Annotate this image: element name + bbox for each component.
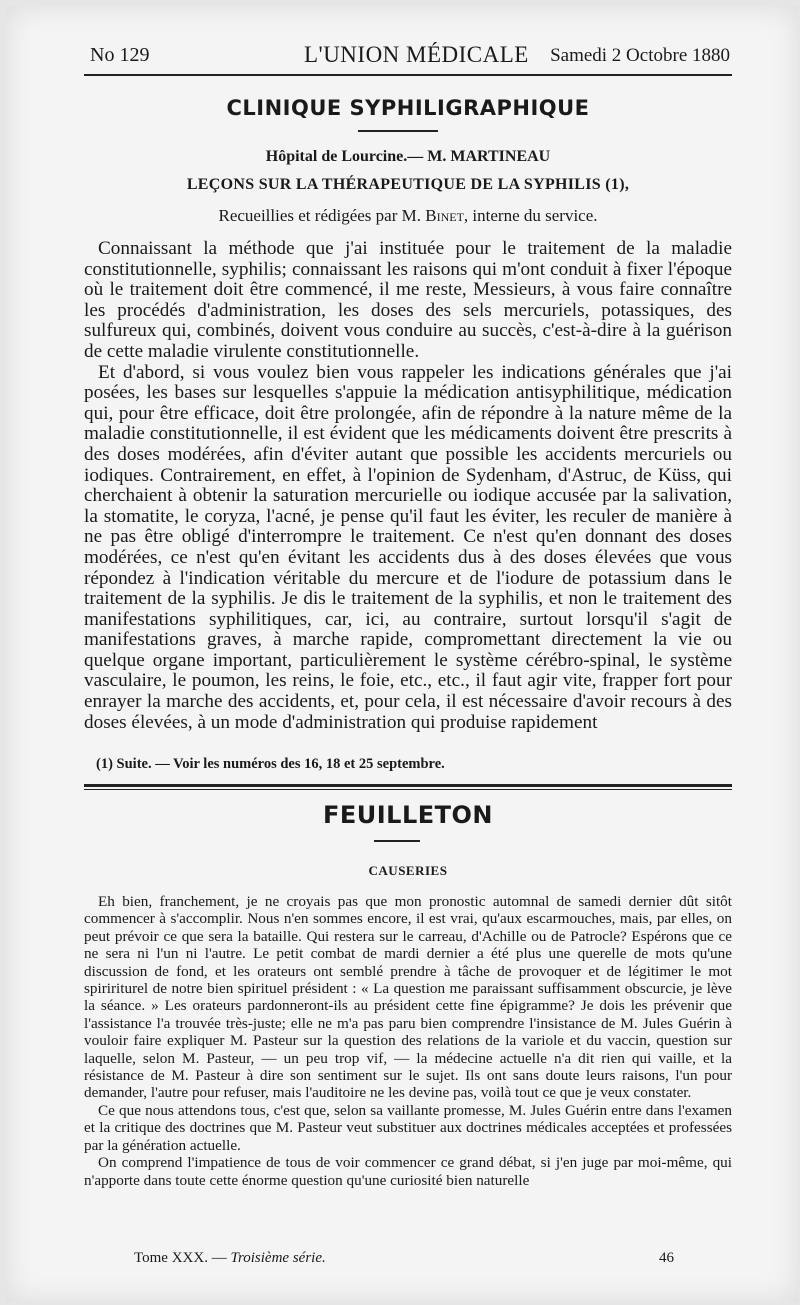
page-header xyxy=(90,42,730,70)
article-paragraph: Et d'abord, si vous voulez bien vous rappeler les indications générales que j'ai posées, les bases sur lesquelles s'appuie la médication antisyphilitique, médication qui, pour être efficace, doit être prolongée, afin de répondre à la nature même de la maladie constitutionnelle, il est évident que les médicaments doivent être prescrits à des doses modérées, afin d'éviter autant que possible les accidents mercuriels ou iodiques. Contrairement, en effet, à l'opinion de Sydenham, d'Astruc, de Küss, qui cherchaient à obtenir la saturation mercurielle ou iodique accusée par la salivation, la stomatite, le coryza, l'acné, je pense qu'il faut les éviter, les reculer de manière à ne pas être obligé d'interrompre le traitement. Ce n'est qu'en donnant des doses modérées, ce n'est qu'en évitant les accidents dus à des doses élevées que vous répondez à l'indication véritable du mercure et de l'iodure de potassium dans le traitement de la syphilis. Je dis le traitement de la syphilis, et non le traitement des manifestations syphilitiques, car, ici, au contraire, surtout lorsqu'il s'agit de manifestations graves, à marche rapide, compromettant directement la vie ou quelque organe important, particulièrement le système cérébro-spinal, le système vasculaire, le poumon, les reins, le foie, etc., etc., il faut agir vite, frapper fort pour enrayer la marche des accidents, et, pour cela, il est nécessaire d'avoir recours à des doses élevées, à un mode d'administration qui produise rapidement xyxy=(84,361,732,733)
feuilleton-title: FEUILLETON xyxy=(322,801,494,829)
issue-number: No 129 xyxy=(90,44,150,66)
credit-line xyxy=(84,206,732,226)
feuilleton-body xyxy=(84,893,732,1189)
credit-prefix: Recueillies et rédigées par M. xyxy=(218,206,426,225)
feuilleton-divider xyxy=(374,840,420,842)
page-number: 46 xyxy=(659,1250,674,1266)
hospital-line: Hôpital de Lourcine.— M. MARTINEAU xyxy=(265,148,551,165)
feuilleton-paragraph: On comprend l'impatience de tous de voir commencer ce grand débat, si j'en juge par moi-même, qui n'apporte dans toute cette énorme question qu'une curiosité bien naturelle xyxy=(84,1154,732,1189)
header-rule xyxy=(84,74,732,76)
lecture-title: LEÇONS SUR LA THÉRAPEUTIQUE DE LA SYPHILIS (1), xyxy=(186,176,630,193)
tome-line xyxy=(134,1250,326,1267)
article-body xyxy=(84,239,732,733)
feuilleton-paragraph: Eh bien, franchement, je ne croyais pas que mon pronostic automnal de samedi dernier dût sitôt commencer à s'accomplir. Nous n'en sommes encore, il est vrai, qu'aux escarmouches, mais, par elles, on peut prévoir ce que sera la bataille. Qui restera sur le carreau, d'Achille ou de Patrocle? Espérons que ce ne sera ni l'un ni l'autre. Le petit combat de mardi dernier a été plus une querelle de mots qu'une discussion de fond, et les orateurs ont semblé prendre à tâche de provoquer et de légitimer le mot spiririturel de notre bien spirituel président : « La question me paraissant suffisamment obscurcie, je lève la séance. » Les orateurs pardonneront-ils au président cette fine épigramme? Je dois les prévenir que l'assistance l'a trouvée très-juste; elle ne m'a pas paru bien comprendre l'insistance de M. Jules Guérin à vouloir faire expliquer M. Pasteur sur la question des relations de la variole et du vaccin, question sur laquelle, selon M. Pasteur, — un peu trop vif, — la médecine actuelle n'a dit rien qui vaille, et la résistance de M. Pasteur à dire son sentiment sur le sujet. Ils ont sans doute leurs raisons, l'un pour demander, l'autre pour refuser, mais l'auditoire ne les devine pas, voilà tout ce que je veux constater. xyxy=(84,893,732,1102)
credit-name: Binet xyxy=(425,206,464,225)
article-paragraph: Connaissant la méthode que j'ai instituée pour le traitement de la maladie constitutionnelle, syphilis; connaissant les raisons qui m'ont conduit à fixer l'époque où le traitement doit être commencé, il me reste, Messieurs, à vous faire connaître les procédés d'administration, les doses des sels mercuriels, potassiques, des sulfureux qui, combinés, doivent vous conduire au succès, c'est-à-dire à la guérison de cette maladie virulente constitutionnelle. xyxy=(84,238,732,362)
feuilleton-subtitle: CAUSERIES xyxy=(368,863,448,878)
journal-title: L'UNION MÉDICALE xyxy=(304,42,529,67)
credit-suffix: , interne du service. xyxy=(463,206,598,225)
tome-label: Tome XXX. — xyxy=(134,1250,231,1266)
section-title: CLINIQUE SYPHILIGRAPHIQUE xyxy=(226,96,590,120)
section-rule-thin xyxy=(84,789,732,790)
series-label: Troisième série. xyxy=(230,1250,326,1266)
issue-date: Samedi 2 Octobre 1880 xyxy=(550,45,730,66)
journal-page xyxy=(6,6,798,1302)
page-footer xyxy=(134,1250,674,1270)
title-divider xyxy=(358,130,438,132)
feuilleton-paragraph: Ce que nous attendons tous, c'est que, selon sa vaillante promesse, M. Jules Guérin entre dans l'examen et la critique des doctrines que M. Pasteur veut substituer aux doctrines médicales acceptées et professées par la génération actuelle. xyxy=(84,1101,732,1154)
footnote: (1) Suite. — Voir les numéros des 16, 18 et 25 septembre. xyxy=(96,756,445,772)
section-rule xyxy=(84,784,732,787)
